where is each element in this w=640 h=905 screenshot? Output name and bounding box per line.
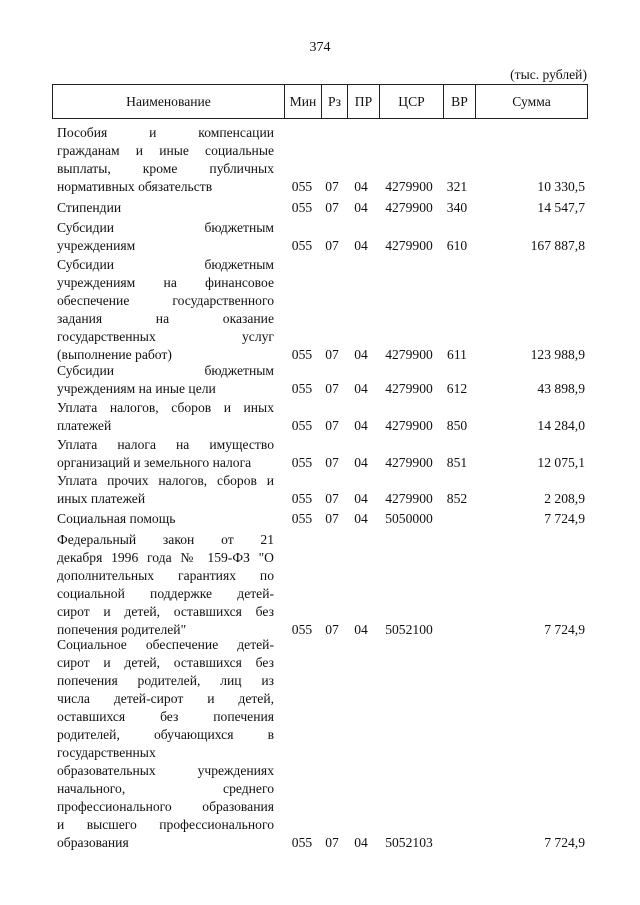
row-name-line: профессионального образования [57, 799, 274, 814]
row-rz: 07 [325, 418, 339, 433]
row-name-line: нормативных обязательств [57, 179, 213, 194]
row-name-line: Уплата налогов, сборов и иных [57, 400, 274, 415]
header-pr: ПР [347, 85, 379, 118]
row-sum: 7 724,9 [544, 835, 585, 850]
row-name-line: выплаты, кроме публичных [57, 161, 274, 176]
row-name-line: числа детей-сирот и детей, [57, 691, 274, 706]
row-vr: 852 [446, 491, 468, 506]
row-min: 055 [291, 455, 313, 470]
row-sum: 10 330,5 [537, 179, 585, 194]
row-name-line: попечения родителей" [57, 622, 187, 637]
row-min: 055 [291, 418, 313, 433]
row-name-line: учреждениям на финансовое [57, 275, 274, 290]
row-name-line: государственных [57, 745, 156, 760]
row-csr: 4279900 [385, 200, 433, 215]
row-name-line: образования [57, 835, 129, 850]
row-pr: 04 [354, 491, 368, 506]
row-name-line: Уплата прочих налогов, сборов и [57, 473, 274, 488]
row-min: 055 [291, 381, 313, 396]
row-rz: 07 [325, 511, 339, 526]
row-name [57, 636, 274, 852]
row-name-line: попечения родителей, лиц из [57, 673, 274, 688]
row-sum: 7 724,9 [544, 511, 585, 526]
row-sum: 2 208,9 [544, 491, 585, 506]
row-csr: 4279900 [385, 381, 433, 396]
row-csr: 4279900 [385, 238, 433, 253]
row-name-line: Федеральный закон от 21 [57, 532, 274, 547]
row-min: 055 [291, 200, 313, 215]
row-name [57, 399, 274, 435]
row-name [57, 510, 274, 528]
row-name [57, 472, 274, 508]
row-csr: 4279900 [385, 455, 433, 470]
row-pr: 04 [354, 455, 368, 470]
row-name-line: гражданам и иные социальные [57, 143, 274, 158]
row-name-line: Социальное обеспечение детей- [57, 637, 274, 652]
row-pr: 04 [354, 200, 368, 215]
row-name-line: сирот и детей, оставшихся без [57, 655, 274, 670]
row-csr: 4279900 [385, 347, 433, 362]
row-name [57, 219, 274, 255]
row-vr: 851 [446, 455, 468, 470]
header-csr: ЦСР [379, 85, 443, 118]
row-min: 055 [291, 347, 313, 362]
row-rz: 07 [325, 347, 339, 362]
row-name-line: учреждениям [57, 238, 136, 253]
row-vr: 321 [446, 179, 468, 194]
row-name [57, 362, 274, 398]
row-rz: 07 [325, 491, 339, 506]
row-name-line: платежей [57, 418, 112, 433]
row-csr: 5052100 [385, 622, 433, 637]
row-name [57, 124, 274, 196]
row-rz: 07 [325, 179, 339, 194]
row-name-line: Уплата налога на имущество [57, 437, 274, 452]
row-name-line: декабря 1996 года № 159-ФЗ "О [57, 550, 274, 565]
page-number: 374 [309, 40, 331, 55]
row-min: 055 [291, 491, 313, 506]
row-min: 055 [291, 511, 313, 526]
row-name-line: Субсидии бюджетным [57, 257, 274, 272]
row-name-line: задания на оказание [57, 311, 274, 326]
row-min: 055 [291, 622, 313, 637]
header-vr: ВР [443, 85, 475, 118]
header-name: Наименование [126, 94, 211, 109]
row-sum: 14 284,0 [537, 418, 585, 433]
row-sum: 14 547,7 [537, 200, 585, 215]
row-name-line: Субсидии бюджетным [57, 220, 274, 235]
row-sum: 12 075,1 [537, 455, 585, 470]
row-csr: 4279900 [385, 179, 433, 194]
row-vr: 612 [446, 381, 468, 396]
header-rz: Рз [321, 85, 347, 118]
row-name-line: организаций и земельного налога [57, 455, 252, 470]
row-vr: 611 [447, 347, 467, 362]
row-name-line: обеспечение государственного [57, 293, 274, 308]
row-pr: 04 [354, 347, 368, 362]
row-name [57, 436, 274, 472]
row-csr: 5052103 [385, 835, 433, 850]
row-pr: 04 [354, 511, 368, 526]
row-vr: 850 [446, 418, 468, 433]
row-name-line: Субсидии бюджетным [57, 363, 274, 378]
row-rz: 07 [325, 381, 339, 396]
row-sum: 167 887,8 [530, 238, 585, 253]
row-min: 055 [291, 835, 313, 850]
row-name-line: учреждениям на иные цели [57, 381, 216, 396]
row-min: 055 [291, 179, 313, 194]
row-sum: 43 898,9 [537, 381, 585, 396]
row-name-line: государственных услуг [57, 329, 274, 344]
row-name-line: родителей, обучающихся в [57, 727, 274, 742]
row-rz: 07 [325, 622, 339, 637]
row-pr: 04 [354, 622, 368, 637]
row-min: 055 [291, 238, 313, 253]
row-pr: 04 [354, 179, 368, 194]
row-rz: 07 [325, 238, 339, 253]
row-rz: 07 [325, 455, 339, 470]
row-vr: 610 [446, 238, 468, 253]
row-name-line: сирот и детей, оставшихся без [57, 604, 274, 619]
row-name-line: Пособия и компенсации [57, 125, 274, 140]
row-name [57, 199, 274, 217]
row-name-line: Стипендии [57, 200, 122, 215]
row-sum: 7 724,9 [544, 622, 585, 637]
row-name-line: (выполнение работ) [57, 347, 172, 362]
row-csr: 5050000 [385, 511, 433, 526]
row-csr: 4279900 [385, 418, 433, 433]
row-name-line: оставшихся без попечения [57, 709, 274, 724]
row-pr: 04 [354, 418, 368, 433]
row-rz: 07 [325, 835, 339, 850]
row-name-line: образовательных учреждениях [57, 763, 274, 778]
row-name [57, 531, 274, 639]
row-name [57, 256, 274, 364]
row-pr: 04 [354, 381, 368, 396]
row-pr: 04 [354, 835, 368, 850]
table-header [52, 84, 588, 119]
header-min: Мин [284, 85, 321, 118]
row-sum: 123 988,9 [530, 347, 585, 362]
row-pr: 04 [354, 238, 368, 253]
row-name-line: социальной поддержке детей- [57, 586, 274, 601]
units-label: (тыс. рублей) [510, 67, 587, 82]
row-name-line: Социальная помощь [57, 511, 176, 526]
row-name-line: и высшего профессионального [57, 817, 274, 832]
header-sum: Сумма [475, 85, 587, 118]
row-rz: 07 [325, 200, 339, 215]
row-name-line: начального, среднего [57, 781, 274, 796]
row-vr: 340 [446, 200, 468, 215]
row-csr: 4279900 [385, 491, 433, 506]
row-name-line: иных платежей [57, 491, 146, 506]
row-name-line: дополнительных гарантиях по [57, 568, 274, 583]
